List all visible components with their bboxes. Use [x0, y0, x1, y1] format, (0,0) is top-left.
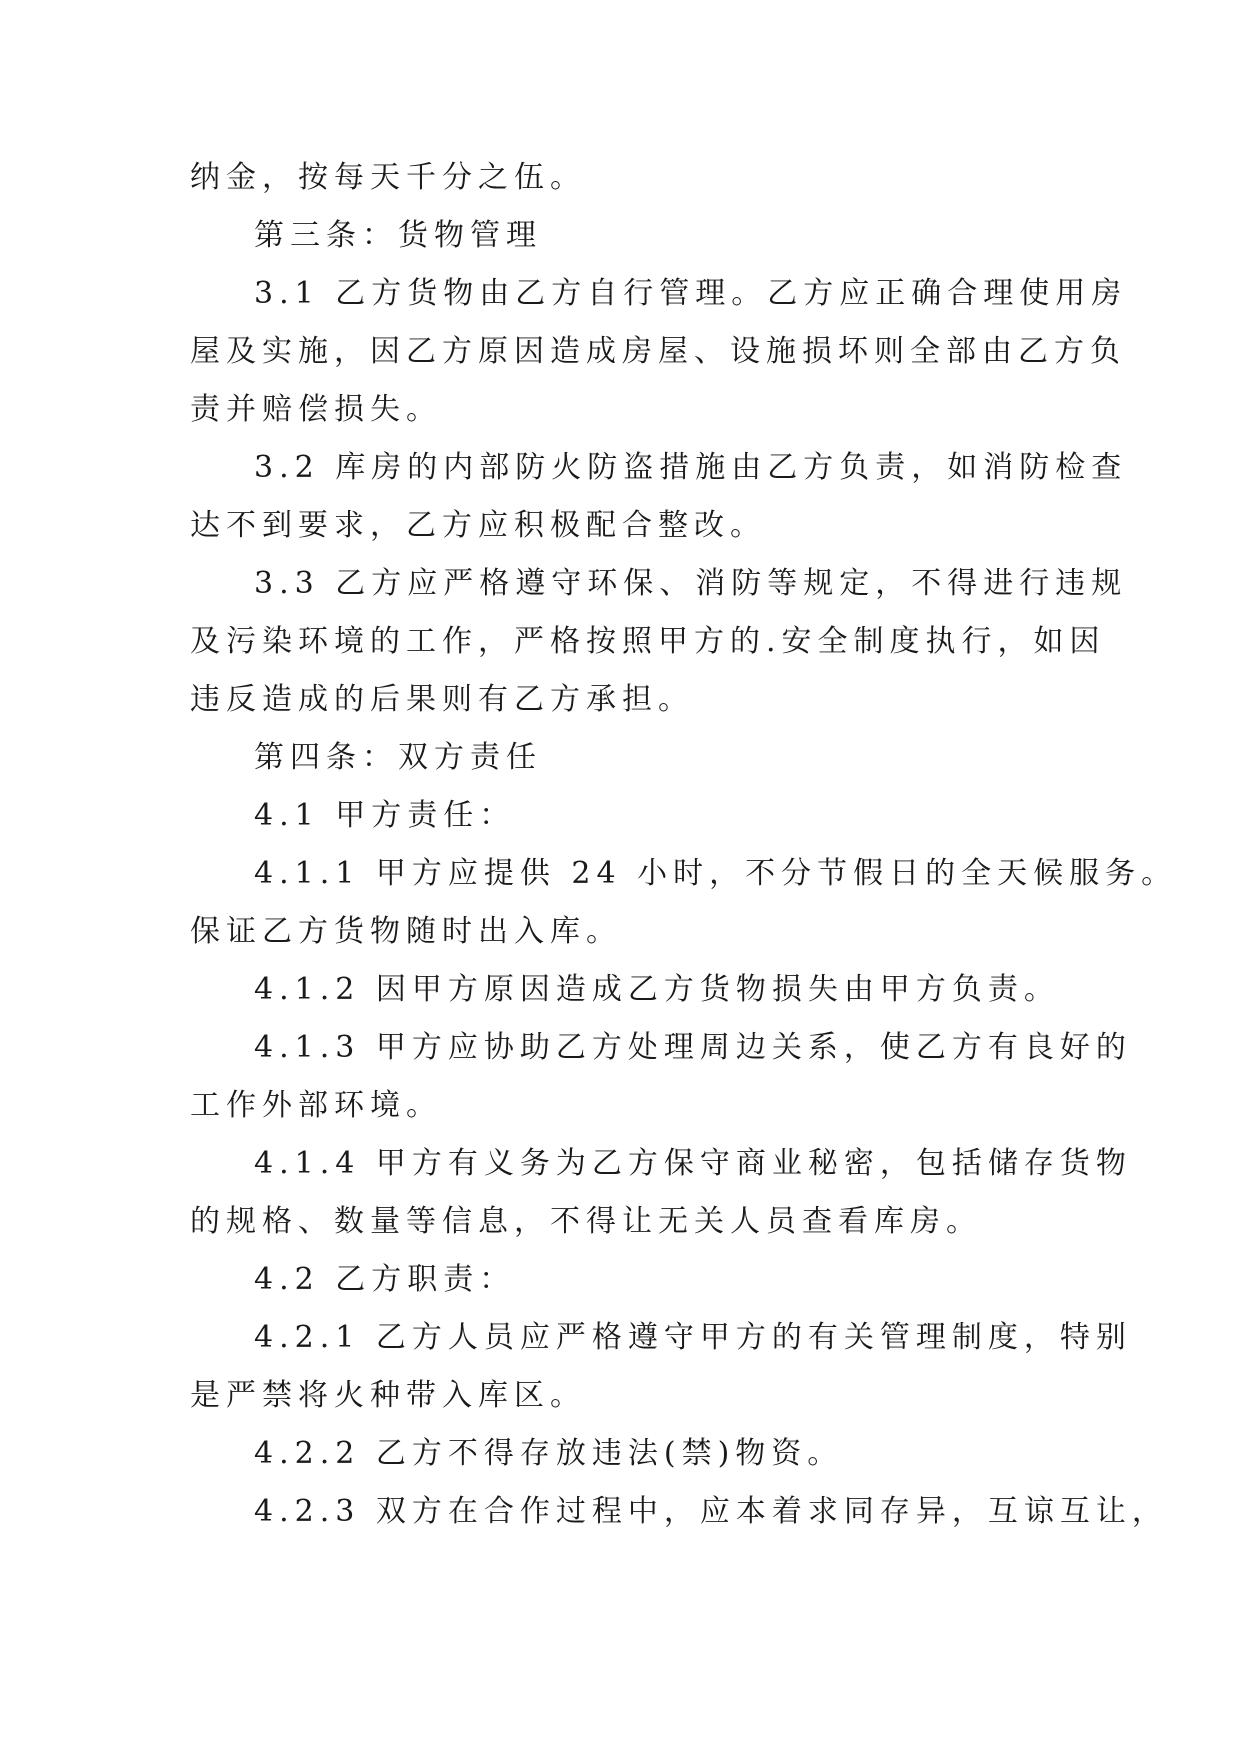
- text-line: 及污染环境的工作，严格按照甲方的.安全制度执行，如因: [190, 624, 1106, 659]
- clause-4-2: 4.2 乙方职责：: [254, 1262, 516, 1297]
- clause-4-2-1: 4.2.1 乙方人员应严格遵守甲方的有关管理制度，特别: [254, 1320, 1132, 1355]
- clause-3-1: 3.1 乙方货物由乙方自行管理。乙方应正确合理使用房: [254, 276, 1128, 311]
- clause-4-2-3: 4.2.3 双方在合作过程中，应本着求同存异，互谅互让，: [254, 1494, 1168, 1529]
- text-line: 责并赔偿损失。: [190, 392, 442, 427]
- clause-4-1-2: 4.1.2 因甲方原因造成乙方货物损失由甲方负责。: [254, 972, 1060, 1007]
- section-heading-3: 第三条：货物管理: [254, 218, 542, 253]
- clause-4-1-3: 4.1.3 甲方应协助乙方处理周边关系，使乙方有良好的: [254, 1030, 1132, 1065]
- text-line: 保证乙方货物随时出入库。: [190, 914, 622, 949]
- section-heading-4: 第四条：双方责任: [254, 740, 542, 775]
- text-line: 违反造成的后果则有乙方承担。: [190, 682, 694, 717]
- clause-3-3: 3.3 乙方应严格遵守环保、消防等规定，不得进行违规: [254, 566, 1128, 601]
- clause-4-1-1: 4.1.1 甲方应提供 24 小时，不分节假日的全天候服务。: [254, 856, 1178, 891]
- text-line: 纳金，按每天千分之伍。: [190, 160, 586, 195]
- clause-4-2-2: 4.2.2 乙方不得存放违法(禁)物资。: [254, 1436, 844, 1471]
- text-line: 的规格、数量等信息，不得让无关人员查看库房。: [190, 1204, 982, 1239]
- text-line: 是严禁将火种带入库区。: [190, 1378, 586, 1413]
- text-line: 屋及实施，因乙方原因造成房屋、设施损坏则全部由乙方负: [190, 334, 1126, 369]
- text-line: 达不到要求，乙方应积极配合整改。: [190, 508, 766, 543]
- clause-4-1-4: 4.1.4 甲方有义务为乙方保守商业秘密，包括储存货物: [254, 1146, 1132, 1181]
- clause-3-2: 3.2 库房的内部防火防盗措施由乙方负责，如消防检查: [254, 450, 1128, 485]
- text-line: 工作外部环境。: [190, 1088, 442, 1123]
- clause-4-1: 4.1 甲方责任：: [254, 798, 516, 833]
